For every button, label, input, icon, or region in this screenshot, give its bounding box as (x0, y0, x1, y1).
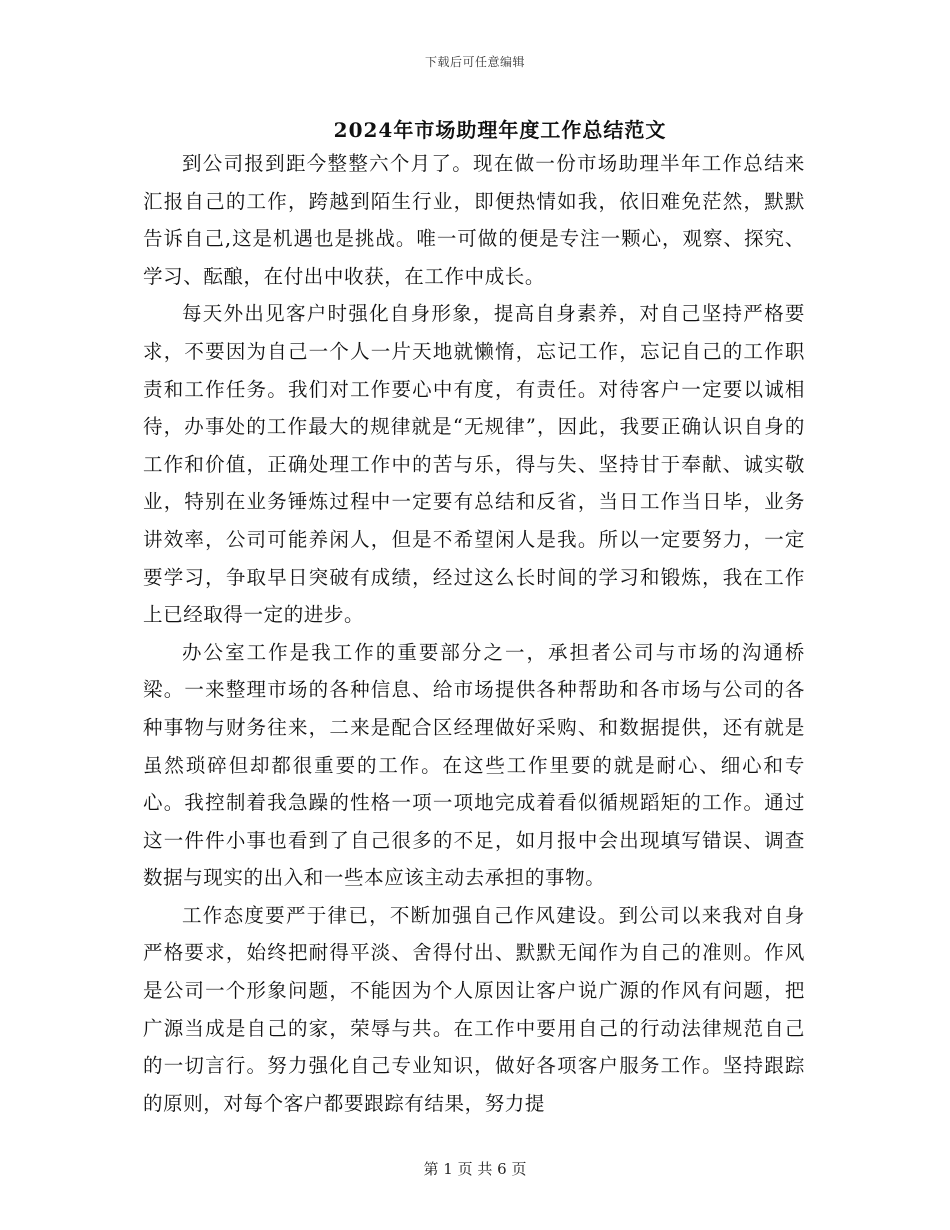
paragraph-3: 办公室工作是我工作的重要部分之一，承担者公司与市场的沟通桥梁。一来整理市场的各种信息、给市场提供各种帮助和各市场与公司的各种事物与财务往来，二来是配合区经理做好采购、和数据提供，还有就是虽然琐碎但却都很重要的工作。在这些工作里要的就是耐心、细心和专心。我控制着我急躁的性格一项一项地完成着看似循规蹈矩的工作。通过这一件件小事也看到了自己很多的不足，如月报中会出现填写错误、调查数据与现实的出入和一些本应该主动去承担的事物。 (143, 640, 805, 890)
paragraph-2: 每天外出见客户时强化自身形象，提高自身素养，对自己坚持严格要求，不要因为自己一个人一片天地就懒惰，忘记工作，忘记自己的工作职责和工作任务。我们对工作要心中有度，有责任。对待客户一定要以诚相待，办事处的工作最大的规律就是“无规律”，因此，我要正确认识自身的工作和价值，正确处理工作中的苦与乐，得与失、坚持甘于奉献、诚实敬业，特别在业务锤炼过程中一定要有总结和反省，当日工作当日毕，业务讲效率，公司可能养闲人，但是不希望闲人是我。所以一定要努力，一定要学习，争取早日突破有成绩，经过这么长时间的学习和锻炼，我在工作上已经取得一定的进步。 (143, 302, 805, 627)
document-body (143, 145, 805, 1122)
document-title: 2024年市场助理年度工作总结范文 (333, 118, 667, 142)
paragraph-1: 到公司报到距今整整六个月了。现在做一份市场助理半年工作总结来汇报自己的工作，跨越到陌生行业，即便热情如我，依旧难免茫然，默默告诉自己,这是机遇也是挑战。唯一可做的便是专注一颗心，观察、探究、学习、酝酿，在付出中收获，在工作中成长。 (143, 152, 805, 288)
page-header-note: 下载后可任意编辑 (424, 55, 525, 69)
page-number: 第 1 页 共 6 页 (423, 1160, 527, 1178)
paragraph-4: 工作态度要严于律已，不断加强自己作风建设。到公司以来我对自身严格要求，始终把耐得平淡、舍得付出、默默无闻作为自己的准则。作风是公司一个形象问题，不能因为个人原因让客户说广源的作风有问题，把广源当成是自己的家，荣辱与共。在工作中要用自己的行动法律规范自己的一切言行。努力强化自己专业知识，做好各项客户服务工作。坚持跟踪的原则，对每个客户都要跟踪有结果，努力提 (143, 903, 805, 1115)
